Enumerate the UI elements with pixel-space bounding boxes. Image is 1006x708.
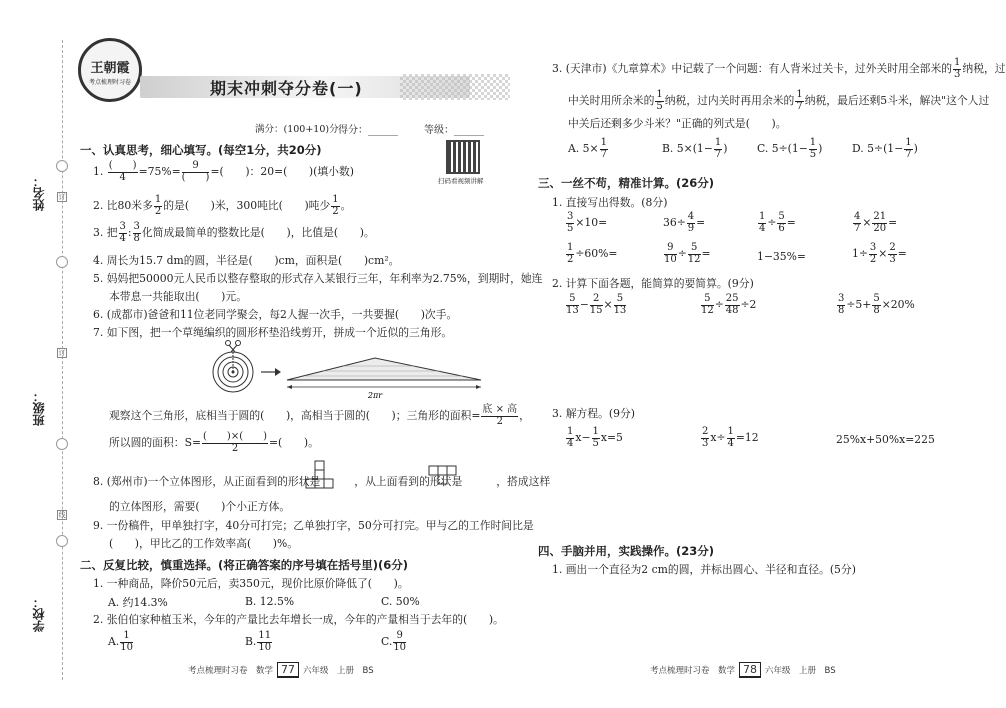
binding-hole xyxy=(56,535,68,547)
calc-1-item: $\frac{1}{2}$ ÷60%= xyxy=(567,242,618,265)
section-1-title: 一、认真思考，细心填写。(每空1分，共20分) xyxy=(80,143,322,157)
calc-1-item: 1−35%= xyxy=(757,250,806,263)
choice-3-option-b[interactable]: B. 5×(1− $\frac{1}{7}$ ) xyxy=(662,137,728,160)
choice-3-option-c[interactable]: C. 5÷(1− $\frac{1}{5}$ ) xyxy=(757,137,823,160)
question-3: 3. 把 $\frac{3}{4}$ : $\frac{3}{8}$ 化简成最简单的整数比是( )，比值是( )。 xyxy=(93,221,375,244)
calc-1-item: $\frac{9}{10}$ ÷ $\frac{5}{12}$ = xyxy=(664,242,711,265)
choice-1-option-a[interactable]: A. 约14.3% xyxy=(108,596,168,609)
top-view-shape xyxy=(428,462,458,490)
calc-1-item: 1÷ $\frac{3}{2}$ × $\frac{2}{3}$ = xyxy=(852,242,907,265)
equation-3: 25%x+50%x=225 xyxy=(836,433,935,446)
binding-tag: 订 xyxy=(58,349,66,357)
class-field-label: 班级： xyxy=(32,390,46,426)
choice-2-option-c[interactable]: C. $\frac{9}{10}$ xyxy=(381,630,407,653)
question-1: 1. $\frac{( )}{4}$ =75%= $\frac{9}{( )}$ =( )：20=( )(填小数) xyxy=(93,160,354,183)
choice-question-3-line-2: 中关时用所余米的 $\frac{1}{5}$ 纳税，过内关时再用余米的 $\frac{1}{7}$ 纳税，最后还剩5斗米，解决"这个人过 xyxy=(568,89,990,112)
section-2-title: 二、反复比较，慎重选择。(将正确答案的序号填在括号里)(6分) xyxy=(80,558,409,572)
section-4-title: 四、手脑并用，实践操作。(23分) xyxy=(538,544,715,558)
title-decoration xyxy=(400,74,510,100)
question-7-observe: 观察这个三角形，底相当于圆的( )，高相当于圆的( )；三角形的面积= $\frac{\text{底 × 高}}{2}$ ， xyxy=(109,404,530,427)
question-8-line-1: 8. (郑州市)一个立体图形，从正面看到的形状是 ，从上面看到的形状是 ，搭成这样 xyxy=(93,475,551,488)
choice-2-option-b[interactable]: B. $\frac{11}{10}$ xyxy=(245,630,272,653)
name-field-label: 姓名： xyxy=(32,175,46,211)
q7-figure xyxy=(205,338,485,400)
choice-question-2: 2. 张伯伯家种植玉米，今年的产量比去年增长一成，今年的产量相当于去年的( )。 xyxy=(93,613,504,626)
front-view-shape xyxy=(305,460,335,492)
calc-1-item: $\frac{1}{4}$ ÷ $\frac{5}{6}$ = xyxy=(759,211,796,234)
q7-figure-label: 2πr xyxy=(367,391,383,400)
equation-2: $\frac{2}{3}$ x÷ $\frac{1}{4}$ =12 xyxy=(702,426,759,449)
score-field: 得分：______ xyxy=(338,125,398,136)
right-page-footer: 考点梳理时习卷 数学 78 六年级 上册 BS xyxy=(650,663,836,676)
arrow-icon xyxy=(261,368,281,376)
question-4: 4. 周长为15.7 dm的圆，半径是( )cm，面积是( )cm²。 xyxy=(93,254,400,267)
binding-line xyxy=(62,40,63,680)
question-6: 6. (成都市)爸爸和11位老同学聚会，每2人握一次手，一共要握( )次手。 xyxy=(93,308,458,321)
question-7-area: 所以圆的面积：S= $\frac{( )\times( )}{2}$ =( )。 xyxy=(109,431,319,454)
page-title: 期末冲刺夺分卷(一) xyxy=(210,79,363,98)
scissors-icon xyxy=(226,341,241,353)
binding-hole xyxy=(56,160,68,172)
calc-3-title: 3. 解方程。(9分) xyxy=(552,407,636,420)
choice-1-option-c[interactable]: C. 50% xyxy=(381,595,420,608)
calc-1-item: $\frac{4}{7}$ × $\frac{21}{20}$ = xyxy=(854,211,898,234)
calc-2-title: 2. 计算下面各题，能简算的要简算。(9分) xyxy=(552,277,754,290)
calc-1-title: 1. 直接写出得数。(8分) xyxy=(552,196,668,209)
choice-3-option-d[interactable]: D. 5÷(1− $\frac{1}{7}$ ) xyxy=(852,137,918,160)
choice-question-3-line-1: 3. (天津市)《九章算术》中记载了一个问题：有人背米过关卡，过外关时用全部米的 $\frac{1}{3}$ 纳税，过 xyxy=(552,57,1006,80)
question-5-line-2: 本带息一共能取出( )元。 xyxy=(109,290,247,303)
question-5-line-1: 5. 妈妈把50000元人民币以整存整取的形式存入某银行三年，年利率为2.75%，到期时，她连 xyxy=(93,272,543,285)
left-page-footer: 考点梳理时习卷 数学 77 六年级 上册 BS xyxy=(188,663,374,676)
calc-1-item: 36÷ $\frac{4}{9}$ = xyxy=(663,211,706,234)
question-2: 2. 比80米多 $\frac{1}{2}$ 的是( )米，300吨比( )吨少 $\frac{1}{2}$ 。 xyxy=(93,194,352,217)
choice-2-option-a[interactable]: A. $\frac{1}{10}$ xyxy=(108,630,133,653)
brand-logo-text: 王朝霞 xyxy=(90,61,130,76)
calc-2-expression-2: $\frac{5}{12}$ ÷ $\frac{25}{48}$ ÷2 xyxy=(701,293,757,316)
question-9-line-2: ( )，甲比乙的工作效率高( )%。 xyxy=(109,537,299,550)
score-info: 满分：(100+10)分 xyxy=(255,124,339,135)
school-field-label: 学校： xyxy=(32,596,46,632)
question-7: 7. 如下图，把一个草绳编织的圆形杯垫沿线剪开，拼成一个近似的三角形。 xyxy=(93,326,453,339)
equation-1: $\frac{1}{4}$ x− $\frac{1}{5}$ x=5 xyxy=(567,426,623,449)
section-3-title: 三、一丝不苟，精准计算。(26分) xyxy=(538,176,715,190)
choice-1-option-b[interactable]: B. 12.5% xyxy=(245,595,295,608)
binding-tag: 线 xyxy=(58,511,66,519)
choice-3-option-a[interactable]: A. 5× $\frac{1}{7}$ xyxy=(568,137,607,160)
qr-code[interactable] xyxy=(446,140,480,174)
qr-caption: 扫码看视频讲解 xyxy=(438,177,484,185)
practice-question-1: 1. 画出一个直径为2 cm的圆，并标出圆心、半径和直径。(5分) xyxy=(552,563,856,576)
brand-logo-subtext: 考点梳理时习卷 xyxy=(88,79,131,86)
calc-2-expression-3: $\frac{3}{8}$ ÷5+ $\frac{5}{8}$ ×20% xyxy=(838,293,915,316)
binding-tag: 订 xyxy=(58,193,66,201)
calc-1-item: $\frac{3}{5}$ ×10= xyxy=(567,211,608,234)
question-9-line-1: 9. 一份稿件，甲单独打字，40分可打完；乙单独打字，50分可打完。甲与乙的工作时间比是 xyxy=(93,519,534,532)
calc-2-expression-1: $\frac{5}{13}$ − $\frac{2}{15}$ × $\frac{5}{13}$ xyxy=(566,293,627,316)
approx-triangle xyxy=(287,358,481,389)
grade-field: 等级：______ xyxy=(424,125,484,136)
coaster-circle xyxy=(213,352,253,392)
question-8-line-2: 的立体图形，需要( )个小正方体。 xyxy=(109,500,291,513)
choice-question-1: 1. 一种商品，降价50元后，卖350元，现价比原价降低了( )。 xyxy=(93,577,409,590)
binding-hole xyxy=(56,438,68,450)
choice-question-3-line-3: 中关后还剩多少斗米？"正确的列式是( )。 xyxy=(568,117,787,130)
right-page-number: 78 xyxy=(739,662,761,678)
left-page-number: 77 xyxy=(277,662,299,678)
brand-logo xyxy=(78,38,142,102)
binding-hole xyxy=(56,256,68,268)
